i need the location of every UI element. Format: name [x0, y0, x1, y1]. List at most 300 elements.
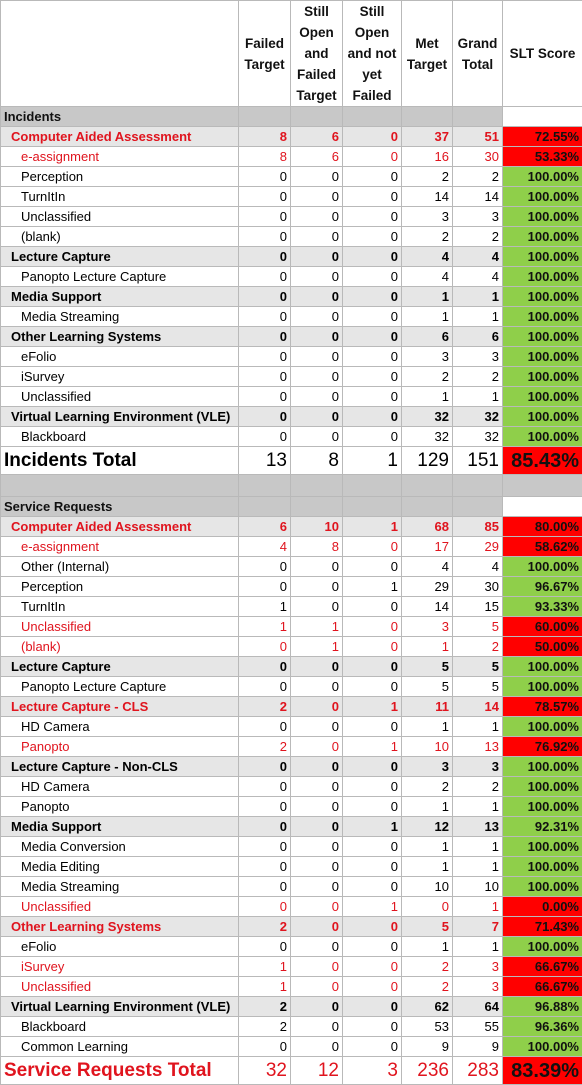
total-value: 13 [239, 447, 291, 475]
section-empty-cell [402, 107, 453, 127]
row-value: 0 [239, 407, 291, 427]
row-value: 64 [453, 997, 503, 1017]
row-value: 2 [239, 1017, 291, 1037]
slt-score-cell: 100.00% [503, 557, 582, 577]
row-value: 1 [402, 387, 453, 407]
row-value: 0 [343, 617, 402, 637]
row-value: 0 [343, 227, 402, 247]
slt-score-cell: 100.00% [503, 347, 582, 367]
slt-score-cell: 71.43% [503, 917, 582, 937]
row-value: 0 [239, 387, 291, 407]
row-value: 13 [453, 817, 503, 837]
slt-score-cell: 0.00% [503, 897, 582, 917]
section-header-row [1, 497, 582, 517]
row-value: 0 [291, 697, 343, 717]
row-value: 0 [343, 637, 402, 657]
row-value: 0 [343, 857, 402, 877]
subcategory-row [1, 957, 582, 977]
row-value: 0 [291, 897, 343, 917]
total-slt-score: 83.39% [503, 1057, 582, 1085]
section-empty-cell [239, 107, 291, 127]
row-value: 0 [343, 757, 402, 777]
category-row [1, 997, 582, 1017]
row-label: HD Camera [1, 717, 239, 737]
row-label: Unclassified [1, 207, 239, 227]
row-value: 0 [291, 167, 343, 187]
slt-score-cell: 100.00% [503, 267, 582, 287]
row-value: 2 [453, 167, 503, 187]
row-value: 1 [453, 857, 503, 877]
row-label: Other Learning Systems [1, 917, 239, 937]
subcategory-row [1, 717, 582, 737]
row-value: 1 [343, 697, 402, 717]
row-label: Blackboard [1, 427, 239, 447]
row-value: 32 [453, 407, 503, 427]
row-value: 0 [291, 387, 343, 407]
total-value: 12 [291, 1057, 343, 1085]
row-value: 32 [453, 427, 503, 447]
row-value: 0 [343, 937, 402, 957]
slt-score-cell: 100.00% [503, 307, 582, 327]
row-value: 14 [402, 187, 453, 207]
subcategory-row [1, 617, 582, 637]
category-row [1, 127, 582, 147]
row-value: 53 [402, 1017, 453, 1037]
row-value: 0 [343, 387, 402, 407]
row-value: 1 [239, 597, 291, 617]
slt-score-cell: 100.00% [503, 427, 582, 447]
row-label: Panopto Lecture Capture [1, 677, 239, 697]
row-label: eFolio [1, 347, 239, 367]
row-value: 0 [291, 577, 343, 597]
row-value: 0 [239, 187, 291, 207]
row-value: 8 [291, 537, 343, 557]
category-row [1, 407, 582, 427]
row-value: 1 [402, 717, 453, 737]
row-value: 1 [343, 517, 402, 537]
row-value: 0 [291, 347, 343, 367]
row-value: 0 [239, 637, 291, 657]
spacer-cell [503, 475, 582, 497]
row-value: 1 [239, 957, 291, 977]
row-value: 9 [402, 1037, 453, 1057]
row-label: Unclassified [1, 977, 239, 997]
row-value: 0 [239, 287, 291, 307]
total-label: Incidents Total [1, 447, 239, 475]
row-label: Perception [1, 577, 239, 597]
row-value: 0 [291, 267, 343, 287]
row-label: Virtual Learning Environment (VLE) [1, 997, 239, 1017]
row-value: 0 [291, 1037, 343, 1057]
row-value: 0 [239, 877, 291, 897]
row-value: 0 [343, 427, 402, 447]
row-value: 0 [343, 877, 402, 897]
row-value: 0 [343, 347, 402, 367]
category-row [1, 657, 582, 677]
row-value: 1 [453, 307, 503, 327]
slt-score-cell: 100.00% [503, 837, 582, 857]
section-empty-cell [343, 497, 402, 517]
row-value: 1 [291, 637, 343, 657]
row-value: 6 [291, 147, 343, 167]
slt-score-cell: 100.00% [503, 287, 582, 307]
header-met-target: Met Target [402, 1, 453, 107]
row-value: 0 [343, 267, 402, 287]
subcategory-row [1, 977, 582, 997]
slt-score-cell: 96.36% [503, 1017, 582, 1037]
row-value: 6 [453, 327, 503, 347]
slt-score-cell: 100.00% [503, 1037, 582, 1057]
subcategory-row [1, 877, 582, 897]
row-value: 4 [453, 557, 503, 577]
row-value: 0 [291, 917, 343, 937]
row-value: 1 [453, 797, 503, 817]
row-label: Panopto [1, 737, 239, 757]
subcategory-row [1, 897, 582, 917]
row-value: 4 [453, 247, 503, 267]
row-value: 6 [402, 327, 453, 347]
slt-score-cell: 100.00% [503, 657, 582, 677]
subcategory-row [1, 937, 582, 957]
row-value: 5 [453, 657, 503, 677]
total-value: 3 [343, 1057, 402, 1085]
category-row [1, 247, 582, 267]
slt-score-cell: 100.00% [503, 327, 582, 347]
row-value: 0 [239, 817, 291, 837]
total-value: 151 [453, 447, 503, 475]
header-grand-total: Grand Total [453, 1, 503, 107]
row-value: 29 [402, 577, 453, 597]
row-label: Media Streaming [1, 307, 239, 327]
row-label: Media Editing [1, 857, 239, 877]
row-value: 0 [291, 207, 343, 227]
row-value: 0 [239, 937, 291, 957]
row-value: 0 [239, 327, 291, 347]
row-value: 0 [291, 717, 343, 737]
row-value: 16 [402, 147, 453, 167]
row-value: 0 [239, 777, 291, 797]
header-blank [1, 1, 239, 107]
subcategory-row [1, 387, 582, 407]
table-body [1, 107, 582, 1085]
row-label: Panopto Lecture Capture [1, 267, 239, 287]
row-label: Media Support [1, 817, 239, 837]
row-value: 1 [402, 797, 453, 817]
row-value: 0 [291, 877, 343, 897]
row-value: 0 [291, 977, 343, 997]
slt-score-cell: 100.00% [503, 227, 582, 247]
row-value: 5 [453, 677, 503, 697]
row-value: 14 [453, 697, 503, 717]
row-value: 0 [291, 857, 343, 877]
row-label: Other (Internal) [1, 557, 239, 577]
row-label: Unclassified [1, 897, 239, 917]
row-value: 3 [453, 207, 503, 227]
row-label: Media Conversion [1, 837, 239, 857]
row-value: 0 [343, 597, 402, 617]
row-value: 0 [239, 717, 291, 737]
row-value: 0 [291, 817, 343, 837]
slt-score-cell: 78.57% [503, 697, 582, 717]
row-value: 0 [291, 797, 343, 817]
row-label: iSurvey [1, 367, 239, 387]
slt-score-cell: 100.00% [503, 367, 582, 387]
row-value: 0 [291, 757, 343, 777]
row-value: 0 [291, 407, 343, 427]
row-value: 11 [402, 697, 453, 717]
row-value: 1 [343, 897, 402, 917]
row-value: 1 [453, 717, 503, 737]
row-value: 0 [343, 977, 402, 997]
row-label: Virtual Learning Environment (VLE) [1, 407, 239, 427]
category-row [1, 817, 582, 837]
row-value: 1 [291, 617, 343, 637]
row-value: 3 [453, 757, 503, 777]
row-value: 0 [291, 957, 343, 977]
row-value: 10 [402, 877, 453, 897]
category-row [1, 287, 582, 307]
row-value: 0 [343, 537, 402, 557]
subcategory-row [1, 367, 582, 387]
subcategory-row [1, 637, 582, 657]
row-value: 51 [453, 127, 503, 147]
row-value: 62 [402, 997, 453, 1017]
section-title: Service Requests [1, 497, 239, 517]
row-label: e-assignment [1, 147, 239, 167]
row-value: 6 [291, 127, 343, 147]
slt-score-cell: 100.00% [503, 857, 582, 877]
row-value: 4 [453, 267, 503, 287]
row-value: 1 [453, 387, 503, 407]
slt-score-cell: 100.00% [503, 717, 582, 737]
section-empty-cell [291, 497, 343, 517]
row-value: 0 [291, 937, 343, 957]
row-value: 0 [239, 227, 291, 247]
spacer-cell [343, 475, 402, 497]
row-label: HD Camera [1, 777, 239, 797]
row-value: 8 [239, 147, 291, 167]
slt-score-cell: 100.00% [503, 387, 582, 407]
section-empty-cell [453, 107, 503, 127]
row-value: 3 [402, 207, 453, 227]
row-value: 1 [453, 287, 503, 307]
row-value: 4 [239, 537, 291, 557]
spacer-cell [239, 475, 291, 497]
section-title: Incidents [1, 107, 239, 127]
row-value: 0 [343, 187, 402, 207]
subcategory-row [1, 347, 582, 367]
row-value: 4 [402, 267, 453, 287]
header-row [1, 1, 582, 107]
slt-score-cell: 100.00% [503, 167, 582, 187]
row-value: 1 [239, 977, 291, 997]
row-value: 0 [343, 307, 402, 327]
row-value: 9 [453, 1037, 503, 1057]
row-value: 0 [239, 267, 291, 287]
row-value: 0 [239, 347, 291, 367]
row-value: 0 [291, 187, 343, 207]
row-value: 8 [239, 127, 291, 147]
row-value: 5 [402, 677, 453, 697]
row-value: 1 [402, 307, 453, 327]
row-value: 0 [239, 757, 291, 777]
slt-score-cell: 80.00% [503, 517, 582, 537]
row-value: 0 [343, 957, 402, 977]
section-empty-cell [453, 497, 503, 517]
row-value: 10 [291, 517, 343, 537]
category-row [1, 517, 582, 537]
slt-score-cell: 100.00% [503, 247, 582, 267]
row-value: 4 [402, 247, 453, 267]
subcategory-row [1, 677, 582, 697]
row-value: 0 [343, 837, 402, 857]
slt-score-cell: 96.88% [503, 997, 582, 1017]
row-value: 2 [239, 737, 291, 757]
row-value: 0 [239, 797, 291, 817]
row-value: 5 [402, 917, 453, 937]
row-value: 3 [402, 617, 453, 637]
row-value: 0 [291, 247, 343, 267]
row-value: 0 [343, 167, 402, 187]
category-row [1, 327, 582, 347]
row-value: 32 [402, 427, 453, 447]
row-value: 37 [402, 127, 453, 147]
row-value: 1 [343, 577, 402, 597]
row-value: 0 [291, 737, 343, 757]
row-value: 0 [343, 557, 402, 577]
subcategory-row [1, 227, 582, 247]
row-value: 2 [239, 997, 291, 1017]
row-value: 2 [453, 637, 503, 657]
section-empty-cell [343, 107, 402, 127]
slt-score-cell: 100.00% [503, 677, 582, 697]
row-value: 0 [239, 677, 291, 697]
section-header-row [1, 107, 582, 127]
header-still-open-not-failed: Still Open and not yet Failed [343, 1, 402, 107]
slt-score-cell: 96.67% [503, 577, 582, 597]
row-value: 0 [343, 997, 402, 1017]
row-label: Common Learning [1, 1037, 239, 1057]
row-value: 2 [453, 367, 503, 387]
row-value: 0 [343, 327, 402, 347]
row-value: 3 [402, 347, 453, 367]
subcategory-row [1, 777, 582, 797]
row-label: Lecture Capture - CLS [1, 697, 239, 717]
row-value: 0 [239, 247, 291, 267]
row-value: 0 [239, 557, 291, 577]
row-value: 0 [291, 837, 343, 857]
row-value: 0 [239, 427, 291, 447]
row-value: 0 [239, 657, 291, 677]
slt-score-cell: 72.55% [503, 127, 582, 147]
row-label: TurnItIn [1, 187, 239, 207]
subcategory-row [1, 857, 582, 877]
total-slt-score: 85.43% [503, 447, 582, 475]
subcategory-row [1, 167, 582, 187]
row-label: Media Streaming [1, 877, 239, 897]
slt-score-cell: 92.31% [503, 817, 582, 837]
row-value: 14 [453, 187, 503, 207]
subcategory-row [1, 837, 582, 857]
subcategory-row [1, 1037, 582, 1057]
slt-score-cell: 76.92% [503, 737, 582, 757]
row-label: Unclassified [1, 387, 239, 407]
row-value: 0 [239, 207, 291, 227]
row-value: 1 [239, 617, 291, 637]
row-value: 0 [291, 1017, 343, 1037]
category-row [1, 697, 582, 717]
total-row [1, 447, 582, 475]
slt-score-cell: 93.33% [503, 597, 582, 617]
subcategory-row [1, 207, 582, 227]
row-label: (blank) [1, 227, 239, 247]
row-value: 2 [402, 777, 453, 797]
row-value: 12 [402, 817, 453, 837]
row-value: 0 [239, 1037, 291, 1057]
slt-score-cell: 66.67% [503, 977, 582, 997]
row-value: 7 [453, 917, 503, 937]
row-label: Lecture Capture [1, 657, 239, 677]
subcategory-row [1, 537, 582, 557]
row-value: 10 [402, 737, 453, 757]
total-value: 283 [453, 1057, 503, 1085]
row-value: 2 [402, 977, 453, 997]
row-label: e-assignment [1, 537, 239, 557]
row-value: 14 [402, 597, 453, 617]
row-value: 3 [453, 977, 503, 997]
row-value: 1 [343, 817, 402, 837]
row-value: 2 [453, 227, 503, 247]
row-value: 0 [291, 227, 343, 247]
category-row [1, 757, 582, 777]
row-label: Perception [1, 167, 239, 187]
row-label: Panopto [1, 797, 239, 817]
row-value: 15 [453, 597, 503, 617]
row-value: 1 [402, 837, 453, 857]
header-failed-target: Failed Target [239, 1, 291, 107]
row-value: 30 [453, 147, 503, 167]
row-value: 2 [239, 697, 291, 717]
total-row [1, 1057, 582, 1085]
row-value: 0 [291, 327, 343, 347]
row-value: 0 [343, 407, 402, 427]
row-value: 0 [291, 997, 343, 1017]
slt-score-cell: 66.67% [503, 957, 582, 977]
row-value: 0 [239, 167, 291, 187]
row-label: Lecture Capture [1, 247, 239, 267]
row-label: Computer Aided Assessment [1, 127, 239, 147]
row-value: 3 [402, 757, 453, 777]
row-value: 0 [343, 717, 402, 737]
row-value: 0 [291, 597, 343, 617]
row-value: 55 [453, 1017, 503, 1037]
slt-score-cell: 100.00% [503, 797, 582, 817]
row-value: 0 [239, 367, 291, 387]
row-label: iSurvey [1, 957, 239, 977]
slt-score-cell: 100.00% [503, 757, 582, 777]
row-value: 0 [239, 897, 291, 917]
spacer-cell [291, 475, 343, 497]
row-value: 2 [402, 957, 453, 977]
row-value: 1 [402, 287, 453, 307]
section-spacer-row [1, 475, 582, 497]
row-value: 0 [343, 367, 402, 387]
row-value: 1 [453, 937, 503, 957]
slt-score-cell: 60.00% [503, 617, 582, 637]
total-label: Service Requests Total [1, 1057, 239, 1085]
slt-score-cell: 100.00% [503, 207, 582, 227]
section-empty-cell [402, 497, 453, 517]
